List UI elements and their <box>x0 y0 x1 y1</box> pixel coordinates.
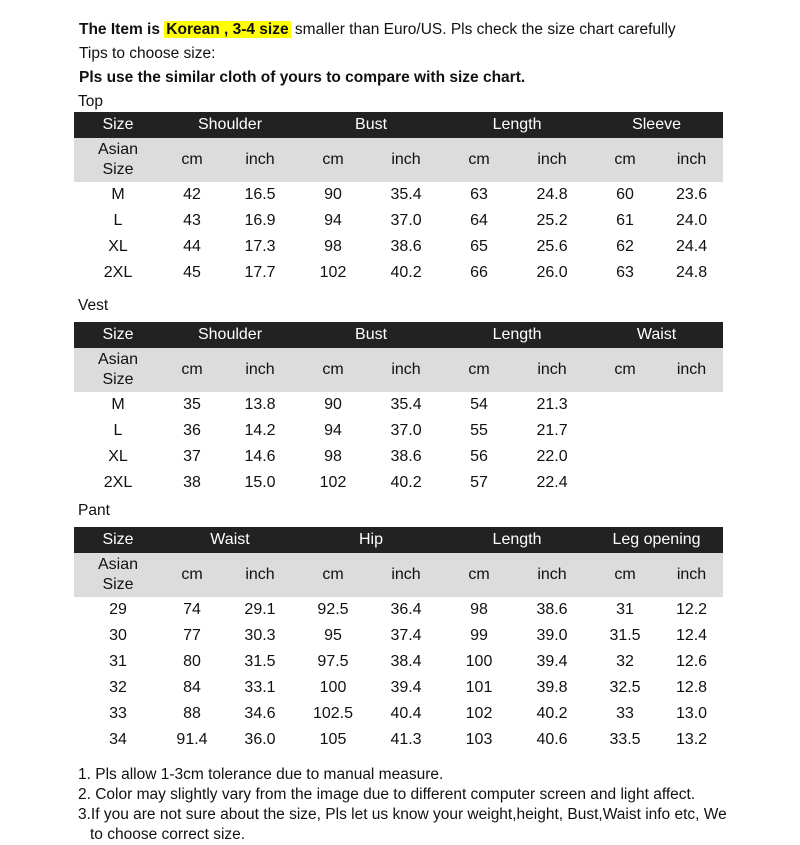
unit-cell: cm <box>444 553 514 597</box>
unit-cell: inch <box>368 348 444 392</box>
unit-cell: inch <box>222 348 298 392</box>
unit-cell: inch <box>660 553 723 597</box>
tips-line: Tips to choose size: <box>79 45 216 62</box>
measure-cell: 31.5 <box>609 627 641 644</box>
table-row <box>74 727 723 753</box>
measure-cell: 40.2 <box>390 474 422 491</box>
measure-cell <box>590 418 660 444</box>
measure-cell: 30.3 <box>244 627 276 644</box>
column-header: Waist <box>162 527 298 553</box>
unit-cell: cm <box>590 138 660 182</box>
unit-cell: inch <box>660 348 723 392</box>
measure-cell: 37.0 <box>390 422 422 439</box>
measure-cell: 98 <box>324 448 342 465</box>
measure-cell <box>590 392 660 418</box>
measure-cell: 61 <box>616 212 634 229</box>
size-cell: XL <box>108 448 128 465</box>
measure-cell: 24.8 <box>675 264 708 281</box>
measure-cell: 63 <box>616 264 634 281</box>
measure-cell: 45 <box>183 264 201 281</box>
measure-cell: 60 <box>616 186 634 203</box>
measure-cell: 94 <box>324 422 342 439</box>
size-cell: 30 <box>109 627 127 644</box>
size-cell: 29 <box>109 601 127 618</box>
measure-cell: 105 <box>319 731 347 748</box>
unit-cell: inch <box>660 138 723 182</box>
unit-cell: inch <box>514 553 590 597</box>
measure-cell: 35.4 <box>390 186 422 203</box>
measure-cell: 22.0 <box>536 448 568 465</box>
measure-cell: 66 <box>470 264 488 281</box>
size-cell: M <box>111 186 125 203</box>
measure-cell: 15.0 <box>244 474 276 491</box>
column-header: Length <box>444 527 590 553</box>
measure-cell: 80 <box>183 653 201 670</box>
measure-cell: 98 <box>470 601 488 618</box>
measure-cell: 74 <box>183 601 201 618</box>
measure-cell: 35.4 <box>390 396 422 413</box>
unit-cell: cm <box>162 138 222 182</box>
intro-prefix: The Item is <box>79 21 165 38</box>
size-cell: 34 <box>109 731 127 748</box>
unit-cell: inch <box>514 138 590 182</box>
measure-cell: 22.4 <box>536 474 568 491</box>
vest-size-table <box>74 322 723 496</box>
measure-cell: 36 <box>183 422 201 439</box>
unit-cell: cm <box>590 348 660 392</box>
size-cell: XL <box>108 238 128 255</box>
measure-cell: 100 <box>319 679 347 696</box>
measure-cell: 103 <box>465 731 493 748</box>
measure-cell: 37 <box>183 448 201 465</box>
measure-cell: 37.0 <box>390 212 422 229</box>
section-label-vest: Vest <box>78 297 109 314</box>
measure-cell: 63 <box>470 186 488 203</box>
measure-cell: 94 <box>324 212 342 229</box>
measure-cell: 91.4 <box>176 731 208 748</box>
table-row <box>74 623 723 649</box>
measure-cell: 39.4 <box>390 679 422 696</box>
column-header: Bust <box>298 112 444 138</box>
header-row <box>74 112 723 138</box>
measure-cell: 17.3 <box>244 238 276 255</box>
measure-cell: 16.9 <box>244 212 276 229</box>
note-2: 2. Color may slightly vary from the image due to different computer screen and light affect. <box>78 786 696 803</box>
size-cell: 2XL <box>103 264 133 281</box>
unit-cell: inch <box>514 348 590 392</box>
column-header: Shoulder <box>162 322 298 348</box>
unit-cell: cm <box>444 348 514 392</box>
table-row <box>74 597 723 623</box>
column-header: Size <box>74 322 162 348</box>
measure-cell <box>590 444 660 470</box>
measure-cell <box>660 444 723 470</box>
measure-cell: 98 <box>324 238 342 255</box>
size-cell: 31 <box>109 653 127 670</box>
unit-cell: cm <box>162 348 222 392</box>
measure-cell: 23.6 <box>675 186 708 203</box>
measure-cell <box>660 418 723 444</box>
size-cell: L <box>113 212 123 229</box>
table-row <box>74 260 723 286</box>
measure-cell: 101 <box>465 679 493 696</box>
intro-suffix: smaller than Euro/US. Pls check the size chart carefully <box>290 21 676 38</box>
measure-cell: 92.5 <box>317 601 349 618</box>
section-label-pant: Pant <box>78 502 110 519</box>
unit-cell: inch <box>222 553 298 597</box>
measure-cell: 25.6 <box>536 238 568 255</box>
asian-size-label: Asian Size <box>74 553 162 597</box>
measure-cell: 34.6 <box>244 705 276 722</box>
table-row <box>74 208 723 234</box>
measure-cell: 25.2 <box>536 212 568 229</box>
table-row <box>74 392 723 418</box>
table-row <box>74 675 723 701</box>
intro-line <box>79 21 676 39</box>
measure-cell: 77 <box>183 627 201 644</box>
advice-line: Pls use the similar cloth of yours to compare with size chart. <box>79 69 526 86</box>
measure-cell: 40.6 <box>536 731 568 748</box>
measure-cell: 40.2 <box>390 264 422 281</box>
unit-row <box>74 138 723 182</box>
measure-cell: 102 <box>319 264 347 281</box>
unit-cell: inch <box>368 553 444 597</box>
column-header: Size <box>74 527 162 553</box>
notes <box>78 765 727 845</box>
column-header: Sleeve <box>590 112 723 138</box>
table-row <box>74 418 723 444</box>
table-row <box>74 182 723 208</box>
measure-cell: 29.1 <box>244 601 276 618</box>
measure-cell: 24.4 <box>675 238 708 255</box>
measure-cell: 38.6 <box>390 448 422 465</box>
table-row <box>74 649 723 675</box>
note-3-continued: to choose correct size. <box>90 826 246 843</box>
asian-size-label: Asian Size <box>74 348 162 392</box>
measure-cell: 16.5 <box>244 186 276 203</box>
measure-cell: 39.4 <box>536 653 568 670</box>
measure-cell: 21.7 <box>536 422 568 439</box>
measure-cell: 12.6 <box>675 653 708 670</box>
unit-cell: cm <box>590 553 660 597</box>
measure-cell: 38.6 <box>390 238 422 255</box>
measure-cell: 35 <box>183 396 201 413</box>
measure-cell: 31.5 <box>244 653 276 670</box>
measure-cell: 54 <box>470 396 488 413</box>
note-1: 1. Pls allow 1-3cm tolerance due to manual measure. <box>78 766 444 783</box>
measure-cell: 24.8 <box>536 186 568 203</box>
measure-cell: 88 <box>183 705 201 722</box>
header-row <box>74 322 723 348</box>
measure-cell: 90 <box>324 396 342 413</box>
measure-cell: 33 <box>616 705 634 722</box>
measure-cell: 13.0 <box>675 705 708 722</box>
size-cell: 2XL <box>103 474 133 491</box>
measure-cell: 17.7 <box>244 264 276 281</box>
measure-cell: 39.0 <box>536 627 568 644</box>
korean-size-highlight: Korean , 3-4 size <box>166 21 289 38</box>
measure-cell: 32 <box>616 653 634 670</box>
measure-cell: 65 <box>470 238 488 255</box>
column-header: Length <box>444 322 590 348</box>
table-row <box>74 701 723 727</box>
measure-cell: 13.2 <box>675 731 708 748</box>
unit-cell: cm <box>298 138 368 182</box>
unit-row <box>74 348 723 392</box>
measure-cell: 21.3 <box>536 396 568 413</box>
note-3: 3.If you are not sure about the size, Pls let us know your weight,height, Bust,Waist info etc, We <box>78 806 727 823</box>
measure-cell: 38 <box>183 474 201 491</box>
measure-cell: 44 <box>183 238 201 255</box>
measure-cell: 33.1 <box>244 679 276 696</box>
measure-cell: 102 <box>319 474 347 491</box>
measure-cell: 62 <box>616 238 634 255</box>
measure-cell: 42 <box>183 186 201 203</box>
measure-cell: 41.3 <box>390 731 422 748</box>
column-header: Size <box>74 112 162 138</box>
measure-cell: 13.8 <box>244 396 276 413</box>
measure-cell: 12.4 <box>675 627 708 644</box>
measure-cell: 84 <box>183 679 201 696</box>
measure-cell: 57 <box>470 474 488 491</box>
column-header: Waist <box>590 322 723 348</box>
measure-cell: 36.0 <box>244 731 276 748</box>
measure-cell: 24.0 <box>675 212 708 229</box>
measure-cell: 38.4 <box>390 653 422 670</box>
size-cell: 32 <box>109 679 127 696</box>
measure-cell: 97.5 <box>317 653 349 670</box>
size-cell: 33 <box>109 705 127 722</box>
measure-cell: 33.5 <box>609 731 641 748</box>
unit-cell: cm <box>444 138 514 182</box>
measure-cell: 55 <box>470 422 488 439</box>
measure-cell: 12.8 <box>675 679 708 696</box>
section-label-top: Top <box>78 93 103 110</box>
measure-cell: 56 <box>470 448 488 465</box>
measure-cell <box>590 470 660 496</box>
table-row <box>74 470 723 496</box>
asian-size-label: Asian Size <box>74 138 162 182</box>
measure-cell: 12.2 <box>675 601 708 618</box>
table-row <box>74 444 723 470</box>
measure-cell: 40.2 <box>536 705 568 722</box>
size-cell: L <box>113 422 123 439</box>
unit-row <box>74 553 723 597</box>
unit-cell: inch <box>222 138 298 182</box>
measure-cell: 90 <box>324 186 342 203</box>
unit-cell: cm <box>162 553 222 597</box>
measure-cell: 99 <box>470 627 488 644</box>
measure-cell <box>660 392 723 418</box>
header-row <box>74 527 723 553</box>
measure-cell: 14.2 <box>244 422 276 439</box>
measure-cell: 43 <box>183 212 201 229</box>
measure-cell: 64 <box>470 212 488 229</box>
measure-cell: 31 <box>616 601 634 618</box>
pant-size-table <box>74 527 723 753</box>
column-header: Shoulder <box>162 112 298 138</box>
measure-cell: 14.6 <box>244 448 276 465</box>
top-size-table <box>74 112 723 286</box>
measure-cell: 26.0 <box>536 264 568 281</box>
measure-cell: 36.4 <box>390 601 422 618</box>
measure-cell: 95 <box>324 627 342 644</box>
unit-cell: cm <box>298 553 368 597</box>
measure-cell: 32.5 <box>609 679 641 696</box>
measure-cell: 100 <box>465 653 493 670</box>
measure-cell: 102 <box>465 705 493 722</box>
column-header: Bust <box>298 322 444 348</box>
measure-cell: 38.6 <box>536 601 568 618</box>
unit-cell: cm <box>298 348 368 392</box>
unit-cell: inch <box>368 138 444 182</box>
size-cell: M <box>111 396 125 413</box>
column-header: Hip <box>298 527 444 553</box>
column-header: Length <box>444 112 590 138</box>
measure-cell: 40.4 <box>390 705 422 722</box>
measure-cell: 102.5 <box>312 705 354 722</box>
measure-cell: 39.8 <box>536 679 568 696</box>
measure-cell: 37.4 <box>390 627 422 644</box>
column-header: Leg opening <box>590 527 723 553</box>
measure-cell <box>660 470 723 496</box>
table-row <box>74 234 723 260</box>
